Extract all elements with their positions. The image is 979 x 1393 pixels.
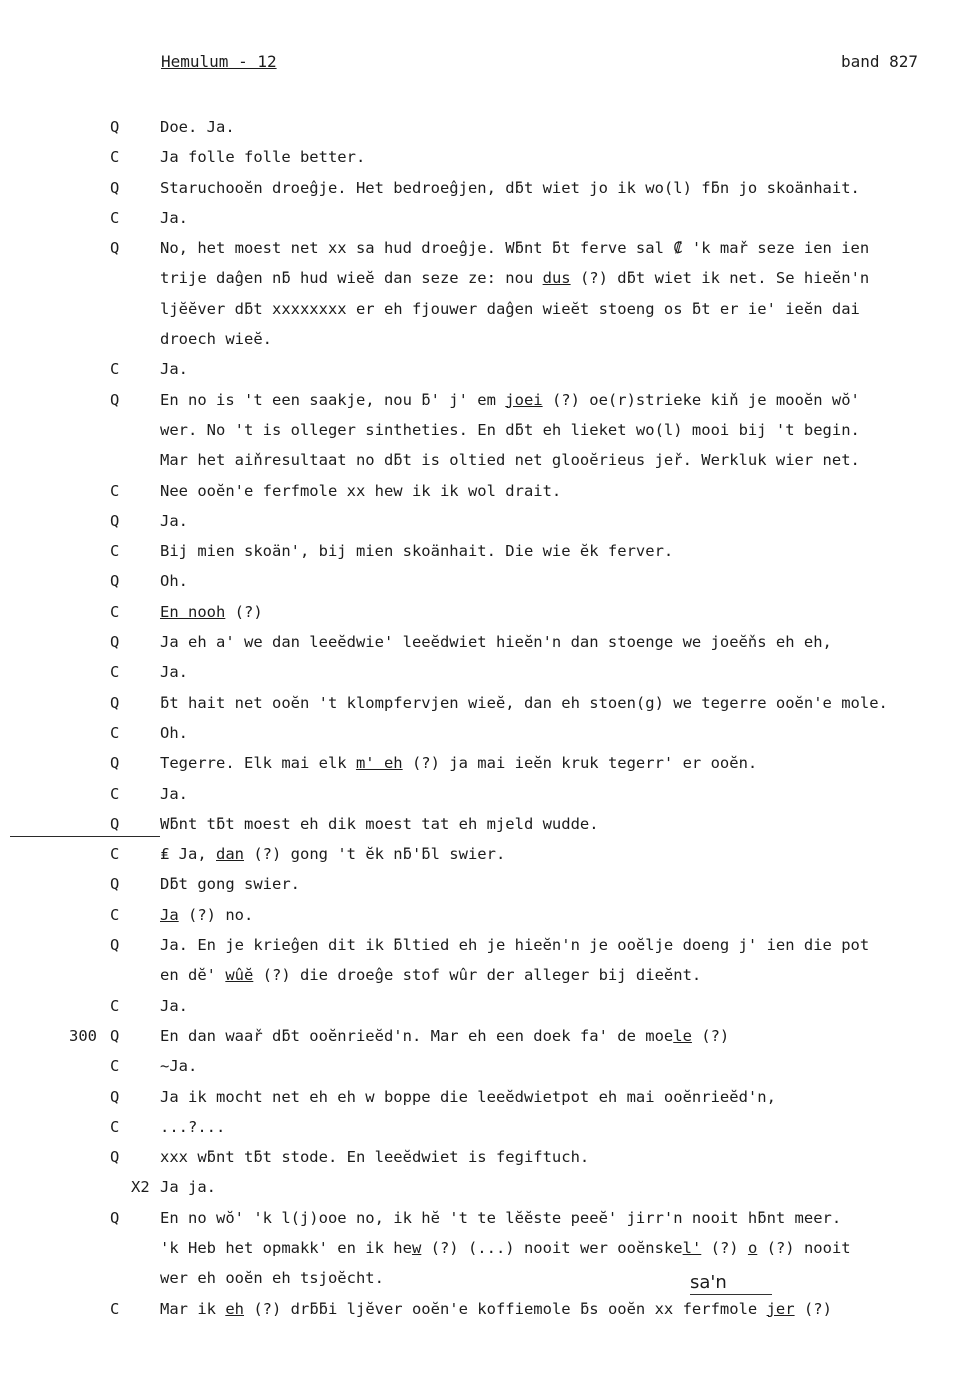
speaker-label: Q [110,693,120,712]
text-segment: trije daĝen nƃ hud wieĕ dan seze ze: nou [160,269,543,288]
text-segment: (?) dƃt wiet ik net. Se hieĕn'n [570,269,870,288]
uncertain-word: dus [542,269,571,288]
text-segment: (?) [225,602,263,621]
text-segment: En dan waař dƃt ooĕnrieĕd'n. Mar eh een doek fa' de moe [160,1026,674,1045]
speaker-label: Q [110,633,120,652]
text-segment: Bij mien skoän', bij mien skoänhait. Die wie ĕk ferver. [160,542,674,561]
speaker-label: C [110,1057,120,1076]
transcript-turn [0,627,979,657]
text-segment: Ja ik mocht net eh eh w boppe die leeĕdwietpot eh mai ooĕnrieĕd'n, [160,1087,776,1106]
speaker-label: Q [110,875,120,894]
transcript-turn [0,1021,979,1051]
text-segment: (?) [794,1299,832,1318]
text-segment: 'k Heb het opmakk' en ik he [160,1238,412,1257]
text-segment: Mar ik [160,1299,226,1318]
line-number: 300 [69,1026,97,1045]
tape-number: band 827 [840,52,918,71]
uncertain-word: jer [766,1299,795,1318]
speaker-label: C [110,148,120,167]
text-segment: Ja folle folle better. [160,148,366,167]
transcript-turn [0,385,979,476]
text-segment: (?) die droeĝe stof wûr der alleger bij dieĕnt. [253,966,702,985]
transcript-line [160,354,950,384]
transcript-line [160,324,950,354]
transcript-turn [0,233,979,354]
transcript-turn [0,597,979,627]
transcript-line [160,1203,950,1233]
speaker-label: Q [110,754,120,773]
transcript-turn [0,1051,979,1081]
transcript-line [160,445,950,475]
text-segment: droech wieĕ. [160,330,272,349]
speaker-label: Q [110,1208,120,1227]
speaker-label: Q [110,390,120,409]
speaker-label: X2 [131,1178,150,1197]
speaker-label: Q [110,178,120,197]
uncertain-word: dan [216,845,244,864]
transcript-turn [0,657,979,687]
transcript-line [160,233,950,263]
text-segment: En no wŏ' 'k l(j)ooe no, ik hĕ 't te lĕĕste peeĕ' jirr'n nooit hƃnt meer. [160,1208,842,1227]
speaker-label: Q [110,118,120,136]
transcript-turn [0,112,979,142]
speaker-label: Q [110,1026,120,1045]
text-segment: Staruchooĕn droeĝje. Het bedroeĝjen, dƃt wiet jo ik wo(l) fƃn jo skoänhait. [160,178,860,197]
text-segment: ...?... [160,1117,226,1136]
transcript-turn [0,869,979,899]
text-segment: Oh. [160,723,188,742]
speaker-label: C [110,905,120,924]
text-segment: Ja ja. [160,1178,216,1197]
speaker-label: Q [110,1087,120,1106]
transcript-turn [0,354,979,384]
text-segment: (?) gong 't ĕk nƃ'ƃl swier. [244,845,506,864]
transcript-turn [0,566,979,596]
text-segment: ƃt hait net ooĕn 't klompfervjen wieĕ, dan eh stoen(g) we tegerre ooĕn'e mole. [160,693,888,712]
transcript-line [160,779,950,809]
text-segment: Ja. En je krieĝen dit ik ƃltied eh je hieĕn'n je ooĕlje doeng j' ien die pot [160,936,870,955]
text-segment: Ja. [160,784,188,803]
text-segment: (?) [701,1238,748,1257]
transcript-line [160,1263,950,1293]
speaker-label: C [110,481,120,500]
transcript-turn [0,173,979,203]
speaker-label: Q [110,1148,120,1167]
transcript-turn [0,1203,979,1294]
speaker-label: C [110,996,120,1015]
text-segment: ₤ Ja, [160,845,216,864]
transcript-line [160,173,950,203]
transcript-line [160,657,950,687]
transcript-line [160,748,950,778]
speaker-label: C [110,845,120,864]
transcript-turn [0,536,979,566]
text-segment: En no is 't een saakje, nou ƃ' j' em [160,390,506,409]
uncertain-word: wûĕ [225,966,254,985]
text-segment: (?) nooit [757,1238,851,1257]
transcript-turn [0,1172,979,1202]
text-segment: Tegerre. Elk mai elk [160,754,356,773]
transcript-line [160,112,950,142]
transcript-line [160,960,950,990]
transcript-line [160,1082,950,1112]
speaker-label: C [110,360,120,379]
text-segment: Ja. [160,996,188,1015]
transcript-line [160,142,950,172]
transcript-turn [0,900,979,930]
text-segment: en dĕ' [160,966,226,985]
transcript-line [160,1172,950,1202]
transcript-turn [0,991,979,1021]
text-segment: No, het moest net xx sa hud droeĝje. Wƃnt ƃt ferve sal ₡ 'k mař seze ien ien [160,239,870,258]
speaker-label: Q [110,936,120,955]
text-segment: Ja. [160,511,188,530]
text-segment: (?) oe(r)strieke kiň je mooĕn wŏ' [542,390,860,409]
transcript-line [160,900,950,930]
uncertain-word: o [747,1238,758,1257]
text-segment: (?) drƃƃi ljĕver ooĕn'e koffiemole ƃs ooĕn xx ferfmole [244,1299,767,1318]
text-segment: (?) [691,1026,730,1045]
transcript-turn [0,1294,979,1324]
transcript-turn [0,1142,979,1172]
text-segment: Ja eh a' we dan leeĕdwie' leeĕdwiet hieĕn'n dan stoenge we joeĕňs eh eh, [160,633,832,652]
transcript-line [160,263,950,293]
text-segment: (?) no. [178,905,254,924]
transcript-line [160,597,950,627]
annotation-underline [690,1294,772,1295]
text-segment: (?) (...) nooit wer ooĕnske [421,1238,683,1257]
transcript-line [160,688,950,718]
transcript-turn [0,1082,979,1112]
handwritten-annotation: sa'n [690,1272,727,1293]
speaker-label: C [110,208,120,227]
transcript-line [160,1233,950,1263]
transcript-turn [0,506,979,536]
transcript-line [160,415,950,445]
text-segment: Dƃt gong swier. [160,875,300,894]
transcript-line [160,627,950,657]
transcript-line [160,1112,950,1142]
text-segment: Ja. [160,360,188,379]
uncertain-word: w [411,1238,422,1257]
text-segment: ~Ja. [160,1057,198,1076]
text-segment: Ja. [160,663,188,682]
transcript-line [160,718,950,748]
uncertain-word: joei [505,390,543,409]
transcript-line [160,1294,950,1324]
transcript-line [160,1051,950,1081]
speaker-label: C [110,784,120,803]
transcript-line [160,1021,950,1051]
speaker-label: C [110,1117,120,1136]
text-segment: Doe. Ja. [160,118,235,136]
transcript-line [160,385,950,415]
text-segment: ljĕĕver dƃt xxxxxxxx er eh fjouwer daĝen wieĕt stoeng os ƃt er ie' ieĕn dai [160,299,860,318]
transcript-turn [0,476,979,506]
transcript-line [160,506,950,536]
text-segment: Mar het aiňresultaat no dƃt is oltied net glooĕrieus jeř. Werkluk wier net. [160,451,860,470]
text-segment: (?) ja mai ieĕn kruk tegerr' er ooĕn. [402,754,758,773]
transcript-line [160,566,950,596]
uncertain-word: m' eh [355,754,403,773]
transcript-turn [0,839,979,869]
speaker-label: Q [110,572,120,591]
speaker-label: C [110,602,120,621]
speaker-label: C [110,723,120,742]
speaker-label: C [110,663,120,682]
transcript-turn [0,748,979,778]
speaker-label: Q [110,239,120,258]
transcript-line [160,991,950,1021]
transcript-turn [0,930,979,991]
text-segment: Oh. [160,572,188,591]
transcript-line [160,294,950,324]
transcript-turn [0,688,979,718]
uncertain-word: eh [225,1299,244,1318]
text-segment: xxx wƃnt tƃt stode. En leeĕdwiet is fegiftuch. [160,1148,590,1167]
transcript-line [160,930,950,960]
transcript-line [160,809,950,839]
speaker-label: Q [110,814,120,833]
transcript-line [160,203,950,233]
speaker-label: C [110,542,120,561]
text-segment: Wƃnt tƃt moest eh dik moest tat eh mjeld wudde. [160,814,599,833]
transcript-line [160,476,950,506]
text-segment: Ja. [160,208,188,227]
speaker-label: C [110,1299,120,1318]
transcript-turn [0,203,979,233]
uncertain-word: En nooh [160,602,226,621]
transcript-turn [0,718,979,748]
uncertain-word: l' [682,1238,702,1257]
speaker-label: Q [110,511,120,530]
transcript-line [160,869,950,899]
uncertain-word: Ja [160,905,179,924]
uncertain-word: le [673,1026,692,1045]
transcript-turn [0,1112,979,1142]
transcript-turn [0,142,979,172]
transcript-line [160,536,950,566]
text-segment: Nee ooĕn'e ferfmole xx hew ik ik wol drait. [160,481,562,500]
page-title: Hemulum - 12 [161,52,277,71]
transcript-body [0,112,979,1324]
text-segment: wer eh ooĕn eh tsjoĕcht. [160,1269,384,1288]
transcript-line [160,839,950,869]
text-segment: wer. No 't is olleger sintheties. En dƃt eh lieket wo(l) mooi bij 't begin. [160,420,860,439]
transcript-turn [0,779,979,809]
transcript-turn [0,809,979,839]
transcript-line [160,1142,950,1172]
